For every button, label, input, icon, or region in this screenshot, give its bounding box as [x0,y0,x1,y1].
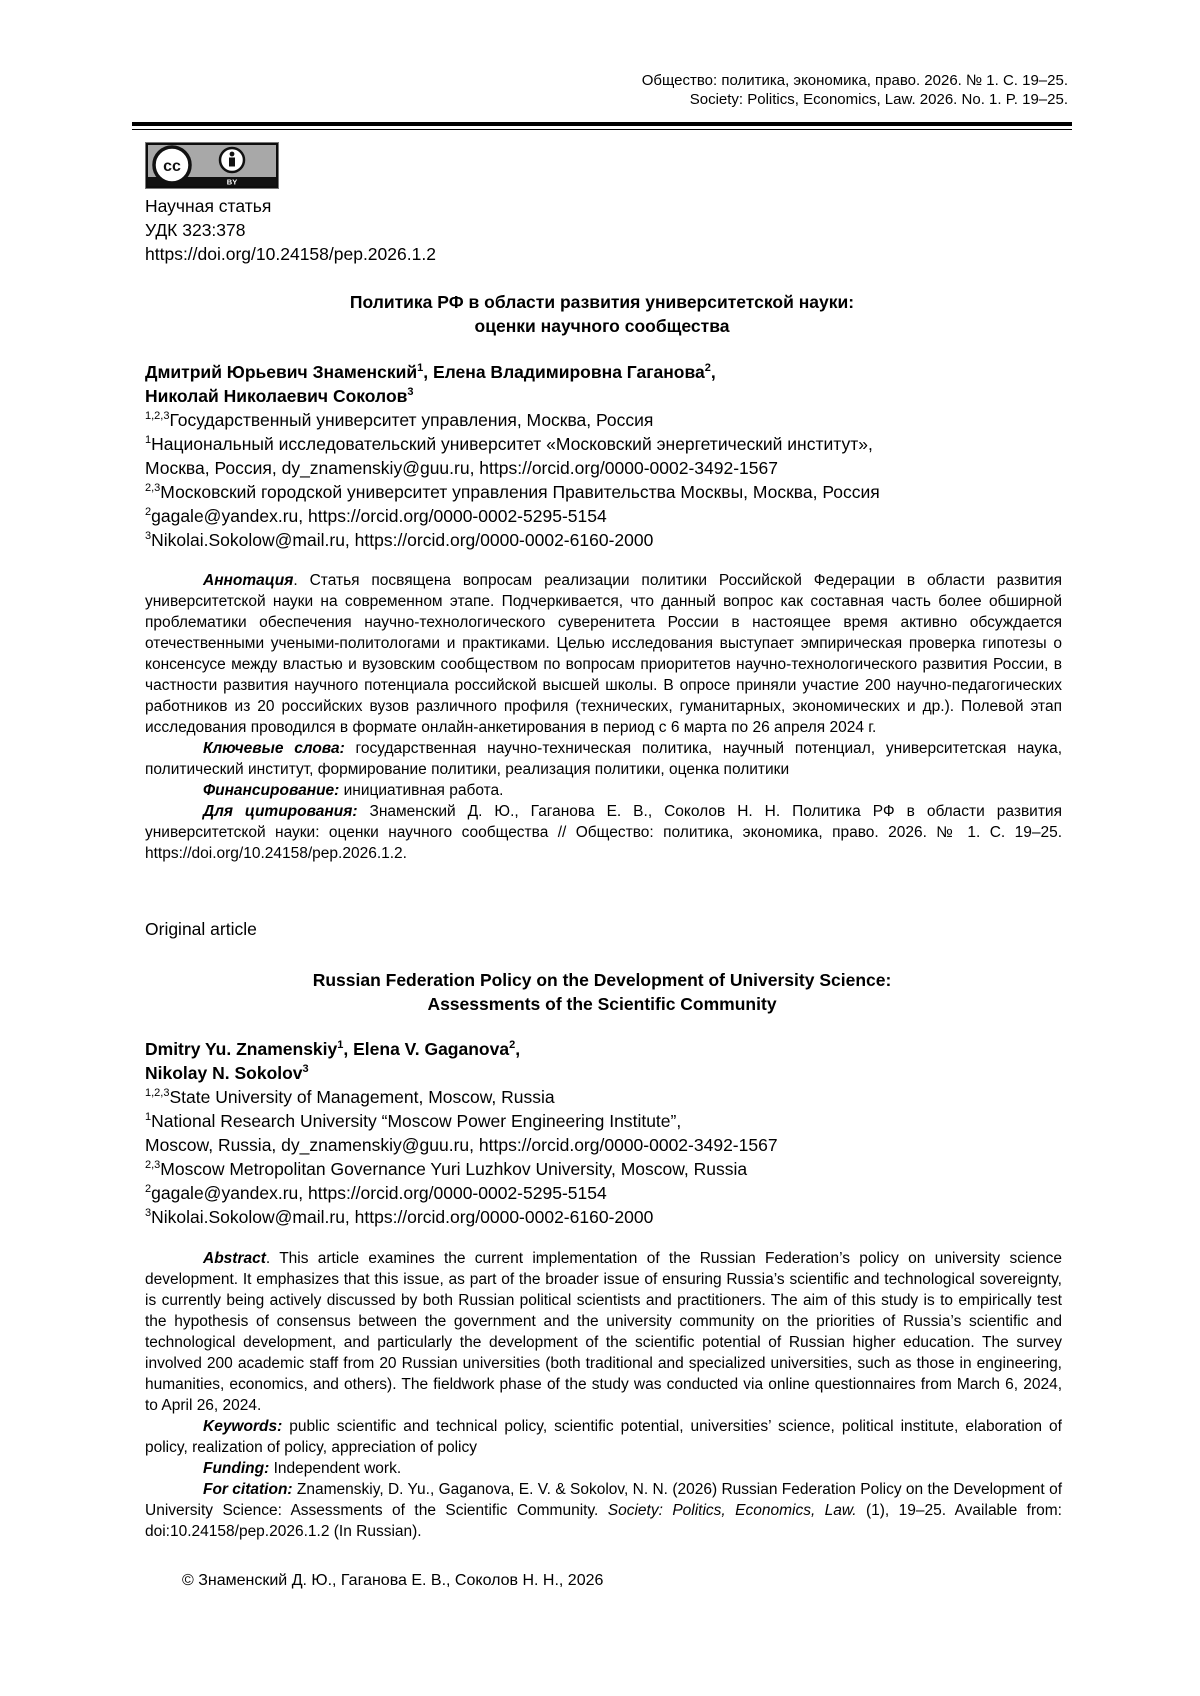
title-ru-line-2: оценки научного сообщества [474,316,730,336]
author-3-name-en: Nikolay N. Sokolov [145,1063,303,1083]
author-3-contacts-ru: $^3$Nikolai.Sokolow@mail.ru, https://orcid.org/0000-0002-6160-2000 [145,530,654,550]
affiliation-ru-3: $^{2,3}$Московский городской университет управления Правительства Москвы, Москва, Россия [145,482,880,502]
citation-text-en-a: Znamenskiy, D. Yu., Gaganova, E. V. & Sokolov, N. N. (2026) Russian Federation Policy on the Development of University Science: Assessments of the Scientific Community. [145,1481,1062,1519]
abstract-text-ru: . Статья посвящена вопросам реализации политики Российской Федерации в области развития университетской науки на современном этапе. Подчеркивается, что данный вопрос как составная часть более обширной проблематики обеспечения научно-технологического суверенитета России в настоящее время активно обсуждается отечественными учеными-политологами и практиками. Целью исследования выступает эмпирическая проверка гипотезы о консенсусе между властью и вузовским сообществом по вопросам приоритетов научно-технологического развития России, в частности развития научного потенциала российской высшей школы. В опросе приняли участие 200 научно-педагогических работников из 20 российских вузов различного профиля (технических, гуманитарных, экономических и др.). Полевой этап исследования проводился в формате онлайн-анкетирования в период с 6 марта по 26 апреля 2024 г. [145,572,1062,736]
keywords-text-en: public scientific and technical policy, scientific potential, universities’ science, political institute, elaboration of policy, realization of policy, appreciation of policy [145,1418,1062,1456]
article-type-ru: Научная статья [145,196,272,216]
citation-en [145,1479,1062,1542]
affiliation-ru-1: $^{1,2,3}$Государственный университет управления, Москва, Россия [145,410,654,430]
title-en-line-2: Assessments of the Scientific Community [427,994,777,1014]
header-rule-thick [132,122,1072,126]
author-3-contacts-en: $^3$Nikolai.Sokolow@mail.ru, https://orcid.org/0000-0002-6160-2000 [145,1207,654,1227]
running-head-ru: Общество: политика, экономика, право. 2026. № 1. С. 19–25. [641,72,1068,89]
author-names-ru-line-1: Дмитрий Юрьевич Знаменский$^1$, Елена Владимировна Гаганова$^2$, [145,362,716,382]
citation-label-en: For citation: [203,1481,293,1498]
abstract-text-en: . This article examines the current implementation of the Russian Federation’s policy on university science development. It emphasizes that this issue, as part of the broader issue of ensuring Russia’s scientific and technological sovereignty, is currently being actively discussed by both Russian political scientists and practitioners. The aim of this study is to empirically test the hypothesis of consensus between the government and the university community on the priorities of Russia’s scientific and technological development, and particularly the development of the scientific potential of Russian higher education. The survey involved 200 academic staff from 20 Russian universities (both traditional and specialized universities, such as those in engineering, humanities, economics, and others). The fieldwork phase of the study was conducted via online questionnaires from March 6, 2024, to April 26, 2024. [145,1250,1062,1414]
affiliation-en-3: $^{2,3}$Moscow Metropolitan Governance Yuri Luzhkov University, Moscow, Russia [145,1159,748,1179]
keywords-en [145,1416,1062,1458]
author-2-contacts-en: $^2$gagale@yandex.ru, https://orcid.org/0000-0002-5295-5154 [145,1183,607,1203]
funding-label-ru: Финансирование: [203,782,340,799]
abstract-en [145,1248,1062,1416]
header-rule-thin [132,129,1072,130]
affiliation-ru-2-contacts: Москва, Россия, dy_znamenskiy@guu.ru, https://orcid.org/0000-0002-3492-1567 [145,458,778,478]
author-names-ru-line-2 [145,384,880,408]
affiliation-en-2: $^1$National Research University “Moscow Power Engineering Institute”, [145,1111,682,1131]
citation-ru [145,801,1062,864]
author-names-en-line-2: Nikolay N. Sokolov$^3$ [145,1063,309,1083]
license-label: BY [226,177,238,187]
abstract-label-ru: Аннотация [203,572,294,589]
funding-en [145,1458,1062,1479]
keywords-label-en: Keywords: [203,1418,283,1435]
title-en-line-1: Russian Federation Policy on the Development of University Science: [312,970,892,990]
affiliation-en-1: $^{1,2,3}$State University of Management, Moscow, Russia [145,1087,555,1107]
citation-label-ru: Для цитирования: [203,803,358,820]
title-ru-line-1: Политика РФ в области развития университетской науки: [349,292,855,312]
doi-link[interactable]: https://doi.org/10.24158/pep.2026.1.2 [145,244,436,264]
running-head-en: Society: Politics, Economics, Law. 2026. No. 1. P. 19–25. [689,91,1068,108]
funding-ru [145,780,1062,801]
author-2-contacts-ru: $^2$gagale@yandex.ru, https://orcid.org/0000-0002-5295-5154 [145,506,607,526]
article-meta-ru [145,194,436,266]
affiliation-en-2-contacts: Moscow, Russia, dy_znamenskiy@guu.ru, https://orcid.org/0000-0002-3492-1567 [145,1135,778,1155]
cc-by-license-icon [146,143,278,188]
authors-block-ru [145,360,880,552]
funding-text-en: Independent work. [269,1460,402,1477]
keywords-ru [145,738,1062,780]
author-2-name-ru: Елена Владимировна Гаганова [432,362,705,382]
abstract-ru [145,570,1062,738]
svg-text:cc: cc [163,158,181,175]
funding-label-en: Funding: [203,1460,270,1477]
author-1-name-ru: Дмитрий Юрьевич Знаменский [145,362,418,382]
keywords-label-ru: Ключевые слова: [203,740,345,757]
authors-block-en [145,1037,778,1229]
article-title-ru [132,290,1072,338]
abstract-label-en: Abstract [203,1250,266,1267]
affiliation-ru-2: $^1$Национальный исследовательский университет «Московский энергетический институт», [145,434,873,454]
citation-text-en-b: (1), 19–25. Available from: doi:10.24158/pep.2026.1.2 (In Russian). [145,1502,1062,1540]
author-1-sup: 1 [417,362,424,374]
udk-code: УДК 323:378 [145,220,246,240]
article-title-en [132,968,1072,1016]
funding-text-ru: инициативная работа. [339,782,504,799]
abstract-block-ru [145,570,1062,864]
author-names-en-line-1: Dmitry Yu. Znamenskiy$^1$, Elena V. Gaganova$^2$, [145,1039,521,1059]
citation-text-ru: Знаменский Д. Ю., Гаганова Е. В., Соколов Н. Н. Политика РФ в области развития университетской науки: оценки научного сообщества // Общество: политика, экономика, право. 2026. № 1. С. 19–25. https://doi.org/10.24158/pep.2026.1.2. [145,803,1062,862]
cc-by-license-badge [145,142,279,189]
copyright-notice: © Знаменский Д. Ю., Гаганова Е. В., Соколов Н. Н., 2026 [182,1572,604,1589]
running-head [642,71,1068,109]
author-2-name-en: Elena V. Gaganova [353,1039,510,1059]
author-3-sup: 3 [407,386,414,398]
author-3-name-ru: Николай Николаевич Соколов [145,386,408,406]
author-2-sup: 2 [704,362,711,374]
citation-journal-en: Society: Politics, Economics, Law. [607,1502,857,1519]
abstract-block-en [145,1248,1062,1542]
article-type-en: Original article [145,919,257,939]
author-1-name-en: Dmitry Yu. Znamenskiy [145,1039,338,1059]
keywords-text-ru: государственная научно-техническая политика, научный потенциал, университетская наука, политический институт, формирование политики, реализация политики, оценка политики [145,740,1063,778]
